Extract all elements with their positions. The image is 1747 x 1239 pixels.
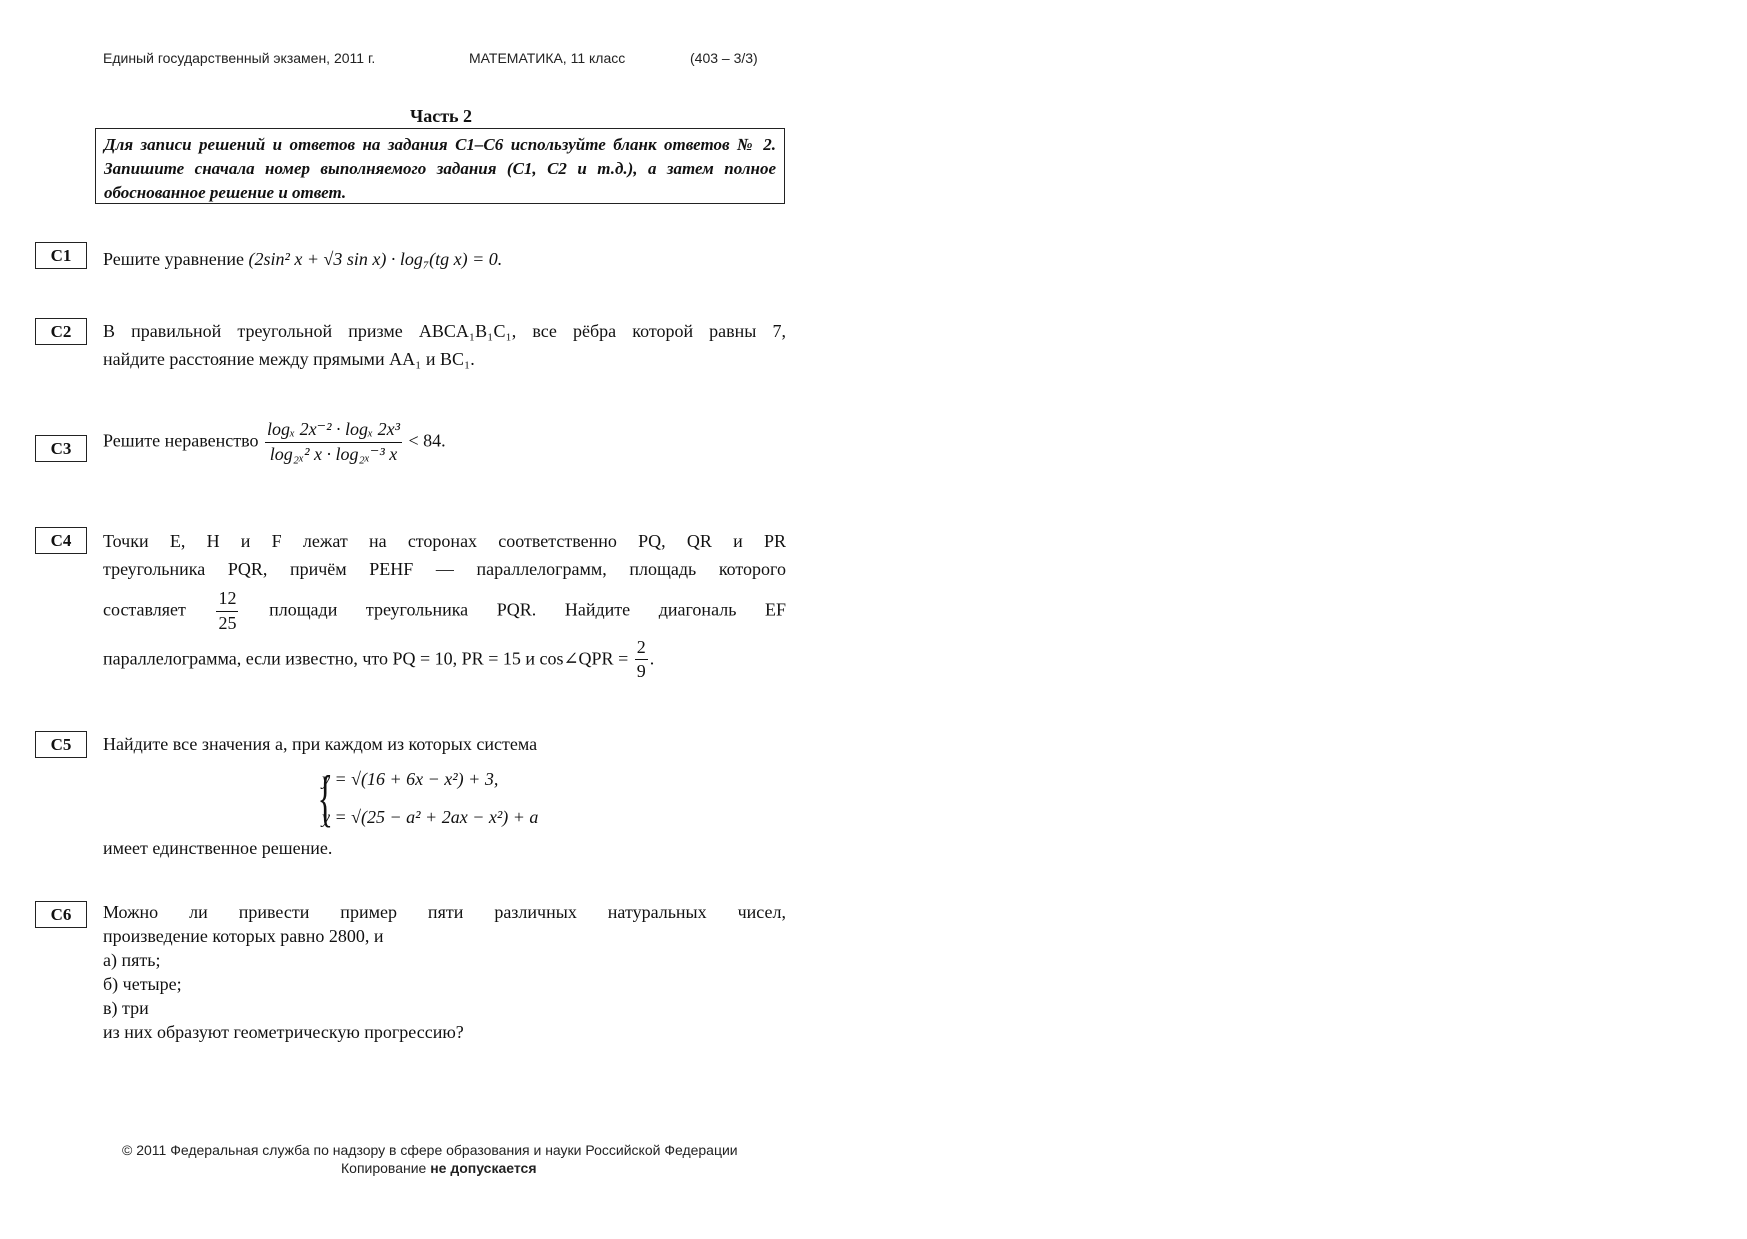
task-c6: [103, 900, 786, 1044]
task-c4-fraction: [216, 589, 238, 634]
task-c3-denominator: log₂ₓ² x · log₂ₓ⁻³ x: [269, 443, 398, 464]
task-c5-line2: имеет единственное решение.: [103, 838, 333, 858]
task-c6-option-c: в) три: [103, 998, 149, 1018]
task-c1: [103, 245, 786, 273]
task-c3-rhs: < 84.: [408, 430, 446, 451]
task-label-c5: C5: [35, 731, 87, 758]
task-c6-line2: произведение которых равно 2800, и: [103, 926, 384, 946]
task-c5-brace: {: [317, 762, 334, 833]
task-c2-line1: В правильной треугольной призме ABCA₁B₁C₁, все рёбра которой равны 7,: [103, 321, 786, 341]
task-c5-line1: Найдите все значения a, при каждом из которых система: [103, 734, 538, 754]
task-label-c6: C6: [35, 901, 87, 928]
task-c6-option-a: а) пять;: [103, 950, 161, 970]
task-c2: [103, 317, 786, 373]
footer-copy-bold: не допускается: [430, 1160, 537, 1176]
task-c1-text: Решите уравнение: [103, 249, 244, 269]
task-label-c2: C2: [35, 318, 87, 345]
task-c4-line1: Точки E, H и F лежат на сторонах соответственно PQ, QR и PR: [103, 531, 786, 551]
header-subject: МАТЕМАТИКА, 11 класс: [469, 50, 626, 66]
task-c6-line1: Можно ли привести пример пяти различных натуральных чисел,: [103, 902, 786, 922]
task-c4-frac2-num: 2: [635, 638, 648, 661]
task-c4-fraction2: [635, 638, 648, 683]
task-c3-numerator: logₓ 2x⁻² · logₓ 2x³: [265, 420, 402, 443]
task-c4-line4-end: .: [649, 648, 655, 669]
header-page-code: (403 – 3/3): [690, 50, 758, 66]
task-c3-fraction: [265, 420, 402, 465]
task-c4: [103, 527, 786, 682]
task-c3: [103, 420, 786, 465]
task-c4-line3: [103, 589, 786, 634]
task-c6-option-b: б) четыре;: [103, 974, 182, 994]
task-c4-line4: [103, 638, 786, 683]
task-c4-line3-end: площади треугольника PQR. Найдите диагональ EF: [269, 599, 786, 620]
task-c4-frac2-den: 9: [636, 661, 646, 682]
header-exam-title: Единый государственный экзамен, 2011 г.: [103, 50, 376, 66]
part-title: Часть 2: [410, 106, 473, 126]
task-c4-line2: треугольника PQR, причём PEHF — параллелограмм, площадь которого: [103, 559, 786, 579]
task-label-c1: C1: [35, 242, 87, 269]
task-c4-line3-start: составляет: [103, 599, 186, 620]
task-c6-line3: из них образуют геометрическую прогрессию?: [103, 1022, 464, 1042]
footer-copy-prefix: Копирование: [341, 1160, 427, 1176]
task-label-c4: C4: [35, 527, 87, 554]
task-c2-line2: найдите расстояние между прямыми AA₁ и BC₁.: [103, 349, 475, 369]
task-c3-text: Решите неравенство: [103, 430, 259, 451]
instructions-box: Для записи решений и ответов на задания С1–С6 используйте бланк ответов № 2. Запишите сначала номер выполняемого задания (С1, С2 и т.д.), а затем полное обоснованное решение и ответ.: [95, 128, 785, 204]
task-c4-frac-num: 12: [216, 589, 238, 612]
task-c5-eq1: y = √(16 + 6x − x²) + 3,: [322, 769, 499, 789]
task-c1-formula: (2sin² x + √3 sin x) · log₇(tg x) = 0.: [248, 249, 503, 269]
task-c5-eq2: y = √(25 − a² + 2ax − x²) + a: [322, 807, 539, 827]
footer-copy-notice: [341, 1160, 641, 1176]
task-c4-frac-den: 25: [218, 612, 237, 633]
task-c4-line4-start: параллелограмма, если известно, что PQ = 10, PR = 15 и cos∠QPR =: [103, 648, 629, 669]
footer-copyright: © 2011 Федеральная служба по надзору в сфере образования и науки Российской Федерации: [122, 1142, 738, 1158]
task-label-c3: C3: [35, 435, 87, 462]
task-c5-system: [317, 760, 539, 836]
